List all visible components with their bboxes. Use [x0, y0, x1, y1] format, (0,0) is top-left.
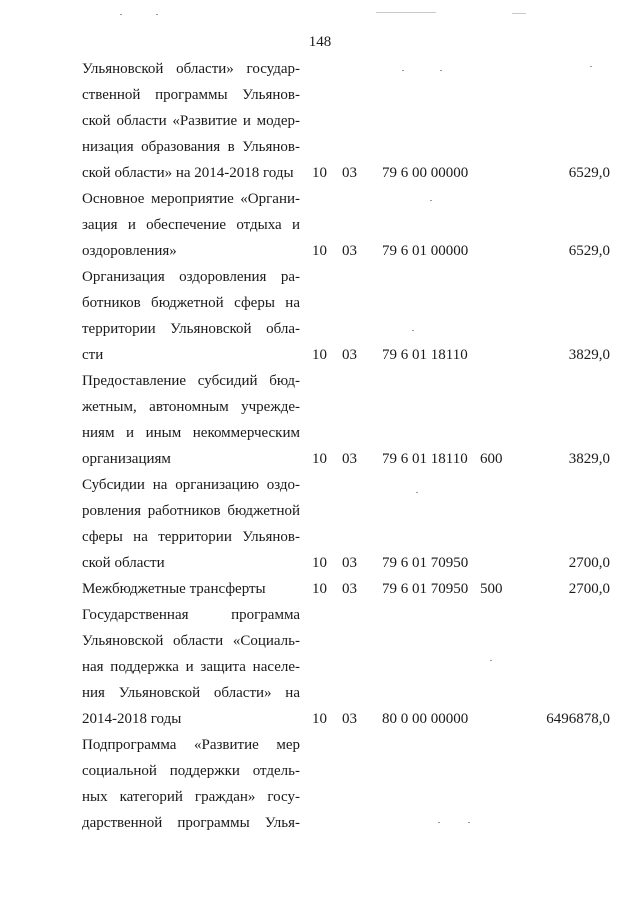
row-name-line: сти [82, 347, 104, 363]
row-name-line: территории Ульяновской обла- [82, 321, 300, 337]
row-target-code: 80 0 00 00000 [382, 711, 469, 727]
scan-speck [440, 70, 442, 71]
row-target-code: 79 6 01 00000 [382, 243, 469, 259]
row-name-line: Основное мероприятие «Органи- [82, 191, 300, 207]
scan-speck [402, 70, 404, 71]
row-name-line: ния Ульяновской области» на [82, 685, 300, 701]
row-expense-type: 500 [480, 581, 503, 597]
row-name-line: дарственной программы Улья- [82, 815, 300, 831]
row-section: 10 [312, 243, 327, 259]
row-name-line: сферы на территории Ульянов- [82, 529, 300, 545]
row-subsection: 03 [342, 165, 357, 181]
row-section: 10 [312, 711, 327, 727]
row-name-line: Подпрограмма «Развитие мер [82, 737, 300, 753]
row-name-line: Организация оздоровления ра- [82, 269, 300, 285]
row-name-line: Субсидии на организацию оздо- [82, 477, 300, 493]
scan-speck [512, 13, 526, 14]
row-expense-type [480, 706, 530, 732]
row-expense-type [480, 238, 530, 264]
row-target-code: 79 6 01 18110 [382, 347, 468, 363]
row-amount: 2700,0 [568, 581, 610, 597]
row-name-line: жетным, автономным учрежде- [82, 399, 300, 415]
row-expense-type [480, 160, 530, 186]
row-expense-type: 600 [480, 451, 503, 467]
row-target-code: 79 6 01 70950 [382, 555, 469, 571]
table-row [82, 472, 610, 576]
row-amount: 6529,0 [568, 165, 610, 181]
row-name [82, 368, 300, 472]
row-name [82, 264, 300, 368]
row-subsection: 03 [342, 711, 357, 727]
row-name [82, 56, 300, 186]
row-section: 10 [312, 555, 327, 571]
row-name-line: Межбюджетные трансферты [82, 581, 266, 597]
row-subsection: 03 [342, 555, 357, 571]
row-section [300, 810, 342, 836]
row-name-line: ской области «Развитие и модер- [82, 113, 300, 129]
page-number: 148 [308, 34, 332, 50]
row-name-line: Ульяновской области» государ- [82, 61, 300, 77]
table-row [82, 576, 610, 602]
row-name-line: ботников бюджетной сферы на [82, 295, 300, 311]
row-name-line: Ульяновской области «Социаль- [82, 633, 300, 649]
row-target-code: 79 6 00 00000 [382, 165, 469, 181]
row-amount: 3829,0 [568, 347, 610, 363]
scan-speck [438, 822, 440, 823]
row-subsection: 03 [342, 243, 357, 259]
scan-speck [156, 14, 158, 15]
row-amount [530, 810, 610, 836]
row-expense-type [480, 550, 530, 576]
row-name-line: ных категорий граждан» госу- [82, 789, 300, 805]
row-section: 10 [312, 451, 327, 467]
table-row [82, 56, 610, 186]
scan-speck [120, 14, 122, 15]
row-name [82, 472, 300, 576]
row-subsection: 03 [342, 581, 357, 597]
row-section: 10 [312, 581, 327, 597]
table-row [82, 732, 610, 836]
row-name-line: низация образования в Ульянов- [82, 139, 300, 155]
scan-speck [412, 330, 414, 331]
row-name [82, 602, 300, 732]
table-row [82, 368, 610, 472]
row-name-line: ской области» на 2014-2018 годы [82, 165, 294, 181]
row-section: 10 [312, 347, 327, 363]
row-amount: 2700,0 [568, 555, 610, 571]
table-row [82, 602, 610, 732]
table-row [82, 186, 610, 264]
row-subsection: 03 [342, 451, 357, 467]
scan-speck [376, 12, 436, 13]
scan-speck [468, 822, 470, 823]
row-name-line: ственной программы Ульянов- [82, 87, 300, 103]
row-name-line: 2014-2018 годы [82, 711, 182, 727]
row-target-code: 79 6 01 18110 [382, 451, 468, 467]
row-name-line: Предоставление субсидий бюд- [82, 373, 300, 389]
row-expense-type [480, 810, 530, 836]
row-target-code: 79 6 01 70950 [382, 581, 469, 597]
row-name-line: социальной поддержки отдель- [82, 763, 300, 779]
row-name [82, 732, 300, 836]
row-name-line: оздоровления» [82, 243, 177, 259]
table-row [82, 264, 610, 368]
row-subsection [342, 810, 382, 836]
row-name-line: Государственная программа [82, 607, 300, 623]
row-target-code [382, 810, 480, 836]
row-name-line: организациям [82, 451, 171, 467]
row-amount: 6496878,0 [546, 711, 610, 727]
row-name [82, 186, 300, 264]
scan-speck [590, 66, 592, 67]
row-amount: 3829,0 [568, 451, 610, 467]
row-expense-type [480, 342, 530, 368]
row-name [82, 576, 300, 602]
row-name-line: зация и обеспечение отдыха и [82, 217, 300, 233]
scan-speck [490, 660, 492, 661]
row-name-line: ниям и иным некоммерческим [82, 425, 300, 441]
scan-speck [416, 492, 418, 493]
budget-table [82, 56, 610, 836]
row-name-line: ровления работников бюджетной [82, 503, 300, 519]
row-section: 10 [312, 165, 327, 181]
scan-speck [430, 200, 432, 201]
row-name-line: ная поддержка и защита населе- [82, 659, 300, 675]
row-name-line: ской области [82, 555, 165, 571]
row-amount: 6529,0 [568, 243, 610, 259]
row-subsection: 03 [342, 347, 357, 363]
